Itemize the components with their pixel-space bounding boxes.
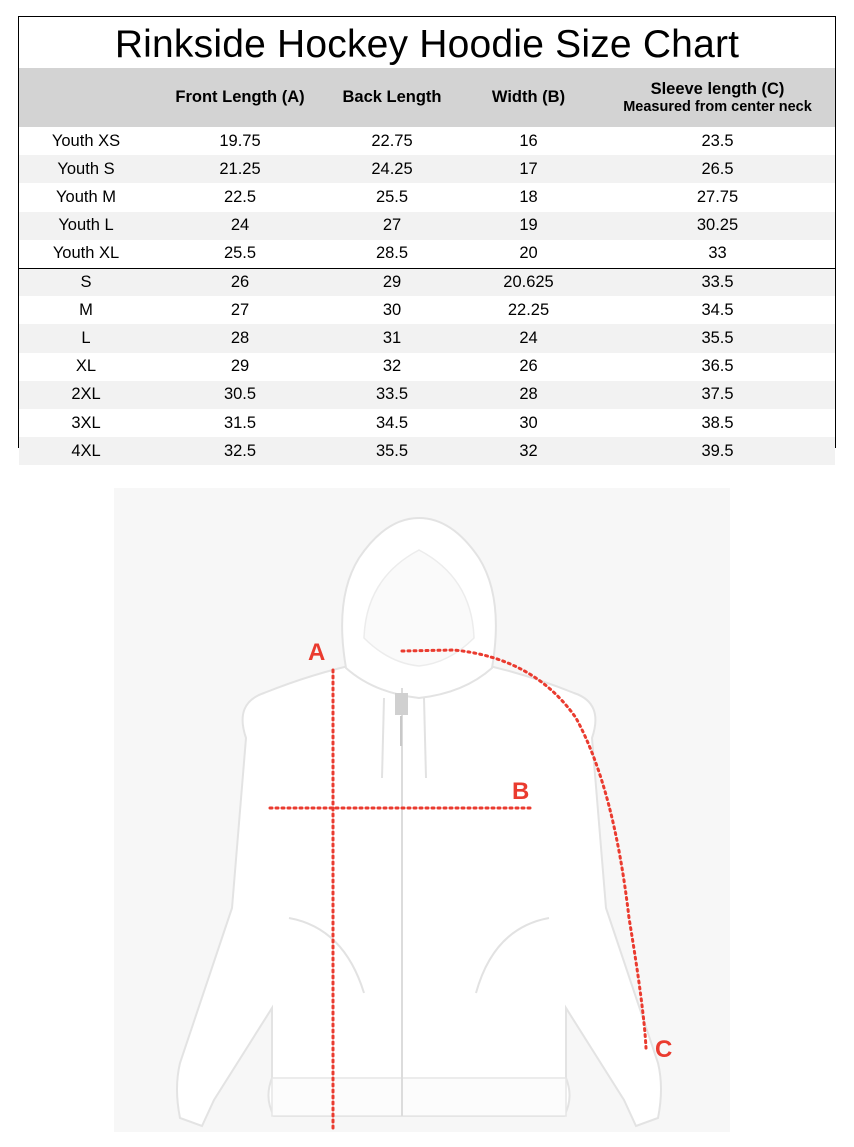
cell-width: 32 xyxy=(519,441,538,460)
cell-sleeve-length: 37.5 xyxy=(701,385,734,404)
cell-front-length: 31.5 xyxy=(223,413,257,432)
label-b: B xyxy=(512,778,530,805)
cell-front-length: 24 xyxy=(230,216,250,235)
cell-size: 4XL xyxy=(71,441,101,460)
cell-back-length: 28.5 xyxy=(375,244,409,263)
table-row xyxy=(19,127,835,155)
cell-width: 20 xyxy=(519,244,538,263)
cell-front-length: 19.75 xyxy=(219,131,261,150)
table-row xyxy=(19,296,835,324)
cell-width: 22.25 xyxy=(507,300,550,319)
cell-width: 16 xyxy=(519,131,538,150)
cell-size: Youth XS xyxy=(51,131,121,150)
cell-sleeve-length: 27.75 xyxy=(696,187,739,206)
cell-size: Youth S xyxy=(57,159,115,178)
cell-size: 3XL xyxy=(71,413,101,432)
table-row xyxy=(19,353,835,381)
cell-back-length: 33.5 xyxy=(375,385,409,404)
header-sleeve-note: Measured from center neck xyxy=(623,98,812,115)
cell-front-length: 32.5 xyxy=(223,441,257,460)
cell-width: 26 xyxy=(519,357,538,376)
cell-front-length: 29 xyxy=(230,357,250,376)
cell-sleeve-length: 33.5 xyxy=(701,273,734,292)
table-row xyxy=(19,155,835,183)
cell-size: Youth XL xyxy=(52,244,120,263)
cell-sleeve-length: 23.5 xyxy=(701,131,734,150)
table-row xyxy=(19,409,835,437)
label-a: A xyxy=(308,639,326,666)
cell-back-length: 29 xyxy=(382,273,402,292)
cell-width: 19 xyxy=(519,216,538,235)
table-row xyxy=(19,268,835,296)
cell-size: Youth L xyxy=(58,216,114,235)
table-row xyxy=(19,381,835,409)
header-back-length: Back Length xyxy=(342,88,442,106)
cell-size: L xyxy=(81,328,91,347)
cell-back-length: 35.5 xyxy=(375,441,409,460)
cell-size: XL xyxy=(75,357,97,376)
cell-width: 28 xyxy=(519,385,538,404)
table-header xyxy=(19,68,835,127)
cell-back-length: 22.75 xyxy=(371,131,413,150)
cell-sleeve-length: 33 xyxy=(708,244,727,263)
size-chart-table xyxy=(18,16,836,460)
cell-width: 24 xyxy=(519,328,538,347)
cell-sleeve-length: 30.25 xyxy=(696,216,739,235)
cell-width: 18 xyxy=(519,187,538,206)
chart-title: Rinkside Hockey Hoodie Size Chart xyxy=(114,23,740,66)
cell-sleeve-length: 26.5 xyxy=(701,159,734,178)
header-sleeve-length: Sleeve length (C) Measured from center neck xyxy=(623,79,812,115)
cell-width: 30 xyxy=(519,413,538,432)
cell-back-length: 25.5 xyxy=(375,187,409,206)
cell-sleeve-length: 38.5 xyxy=(701,413,734,432)
cell-front-length: 30.5 xyxy=(223,385,257,404)
cell-size: 2XL xyxy=(71,385,101,404)
header-front-length: Front Length (A) xyxy=(175,88,305,106)
cell-back-length: 24.25 xyxy=(371,159,413,178)
cell-size: S xyxy=(80,273,92,292)
cell-sleeve-length: 34.5 xyxy=(701,300,734,319)
cell-front-length: 22.5 xyxy=(223,187,257,206)
cell-back-length: 27 xyxy=(382,216,402,235)
cell-back-length: 30 xyxy=(382,300,402,319)
cell-back-length: 31 xyxy=(382,328,402,347)
cell-sleeve-length: 39.5 xyxy=(701,441,734,460)
table-row xyxy=(19,324,835,352)
cell-front-length: 21.25 xyxy=(219,159,261,178)
cell-back-length: 34.5 xyxy=(375,413,409,432)
hoodie-body xyxy=(177,663,661,1126)
cell-back-length: 32 xyxy=(382,357,402,376)
table-row xyxy=(19,183,835,211)
cell-sleeve-length: 36.5 xyxy=(701,357,734,376)
cell-front-length: 26 xyxy=(230,273,250,292)
table-row xyxy=(19,240,835,268)
hoodie-illustration xyxy=(114,488,730,1132)
cell-width: 20.625 xyxy=(503,273,554,292)
table-row xyxy=(19,437,835,465)
cell-front-length: 25.5 xyxy=(223,244,257,263)
cell-sleeve-length: 35.5 xyxy=(701,328,734,347)
cell-size: M xyxy=(79,300,93,319)
cell-front-length: 27 xyxy=(230,300,250,319)
label-c: C xyxy=(655,1036,673,1063)
cell-size: Youth M xyxy=(56,187,116,206)
hoodie-measurement-diagram xyxy=(114,488,730,1132)
cell-front-length: 28 xyxy=(230,328,250,347)
cell-width: 17 xyxy=(519,159,538,178)
table-row xyxy=(19,212,835,240)
header-width: Width (B) xyxy=(491,88,566,106)
header-size xyxy=(19,68,153,127)
